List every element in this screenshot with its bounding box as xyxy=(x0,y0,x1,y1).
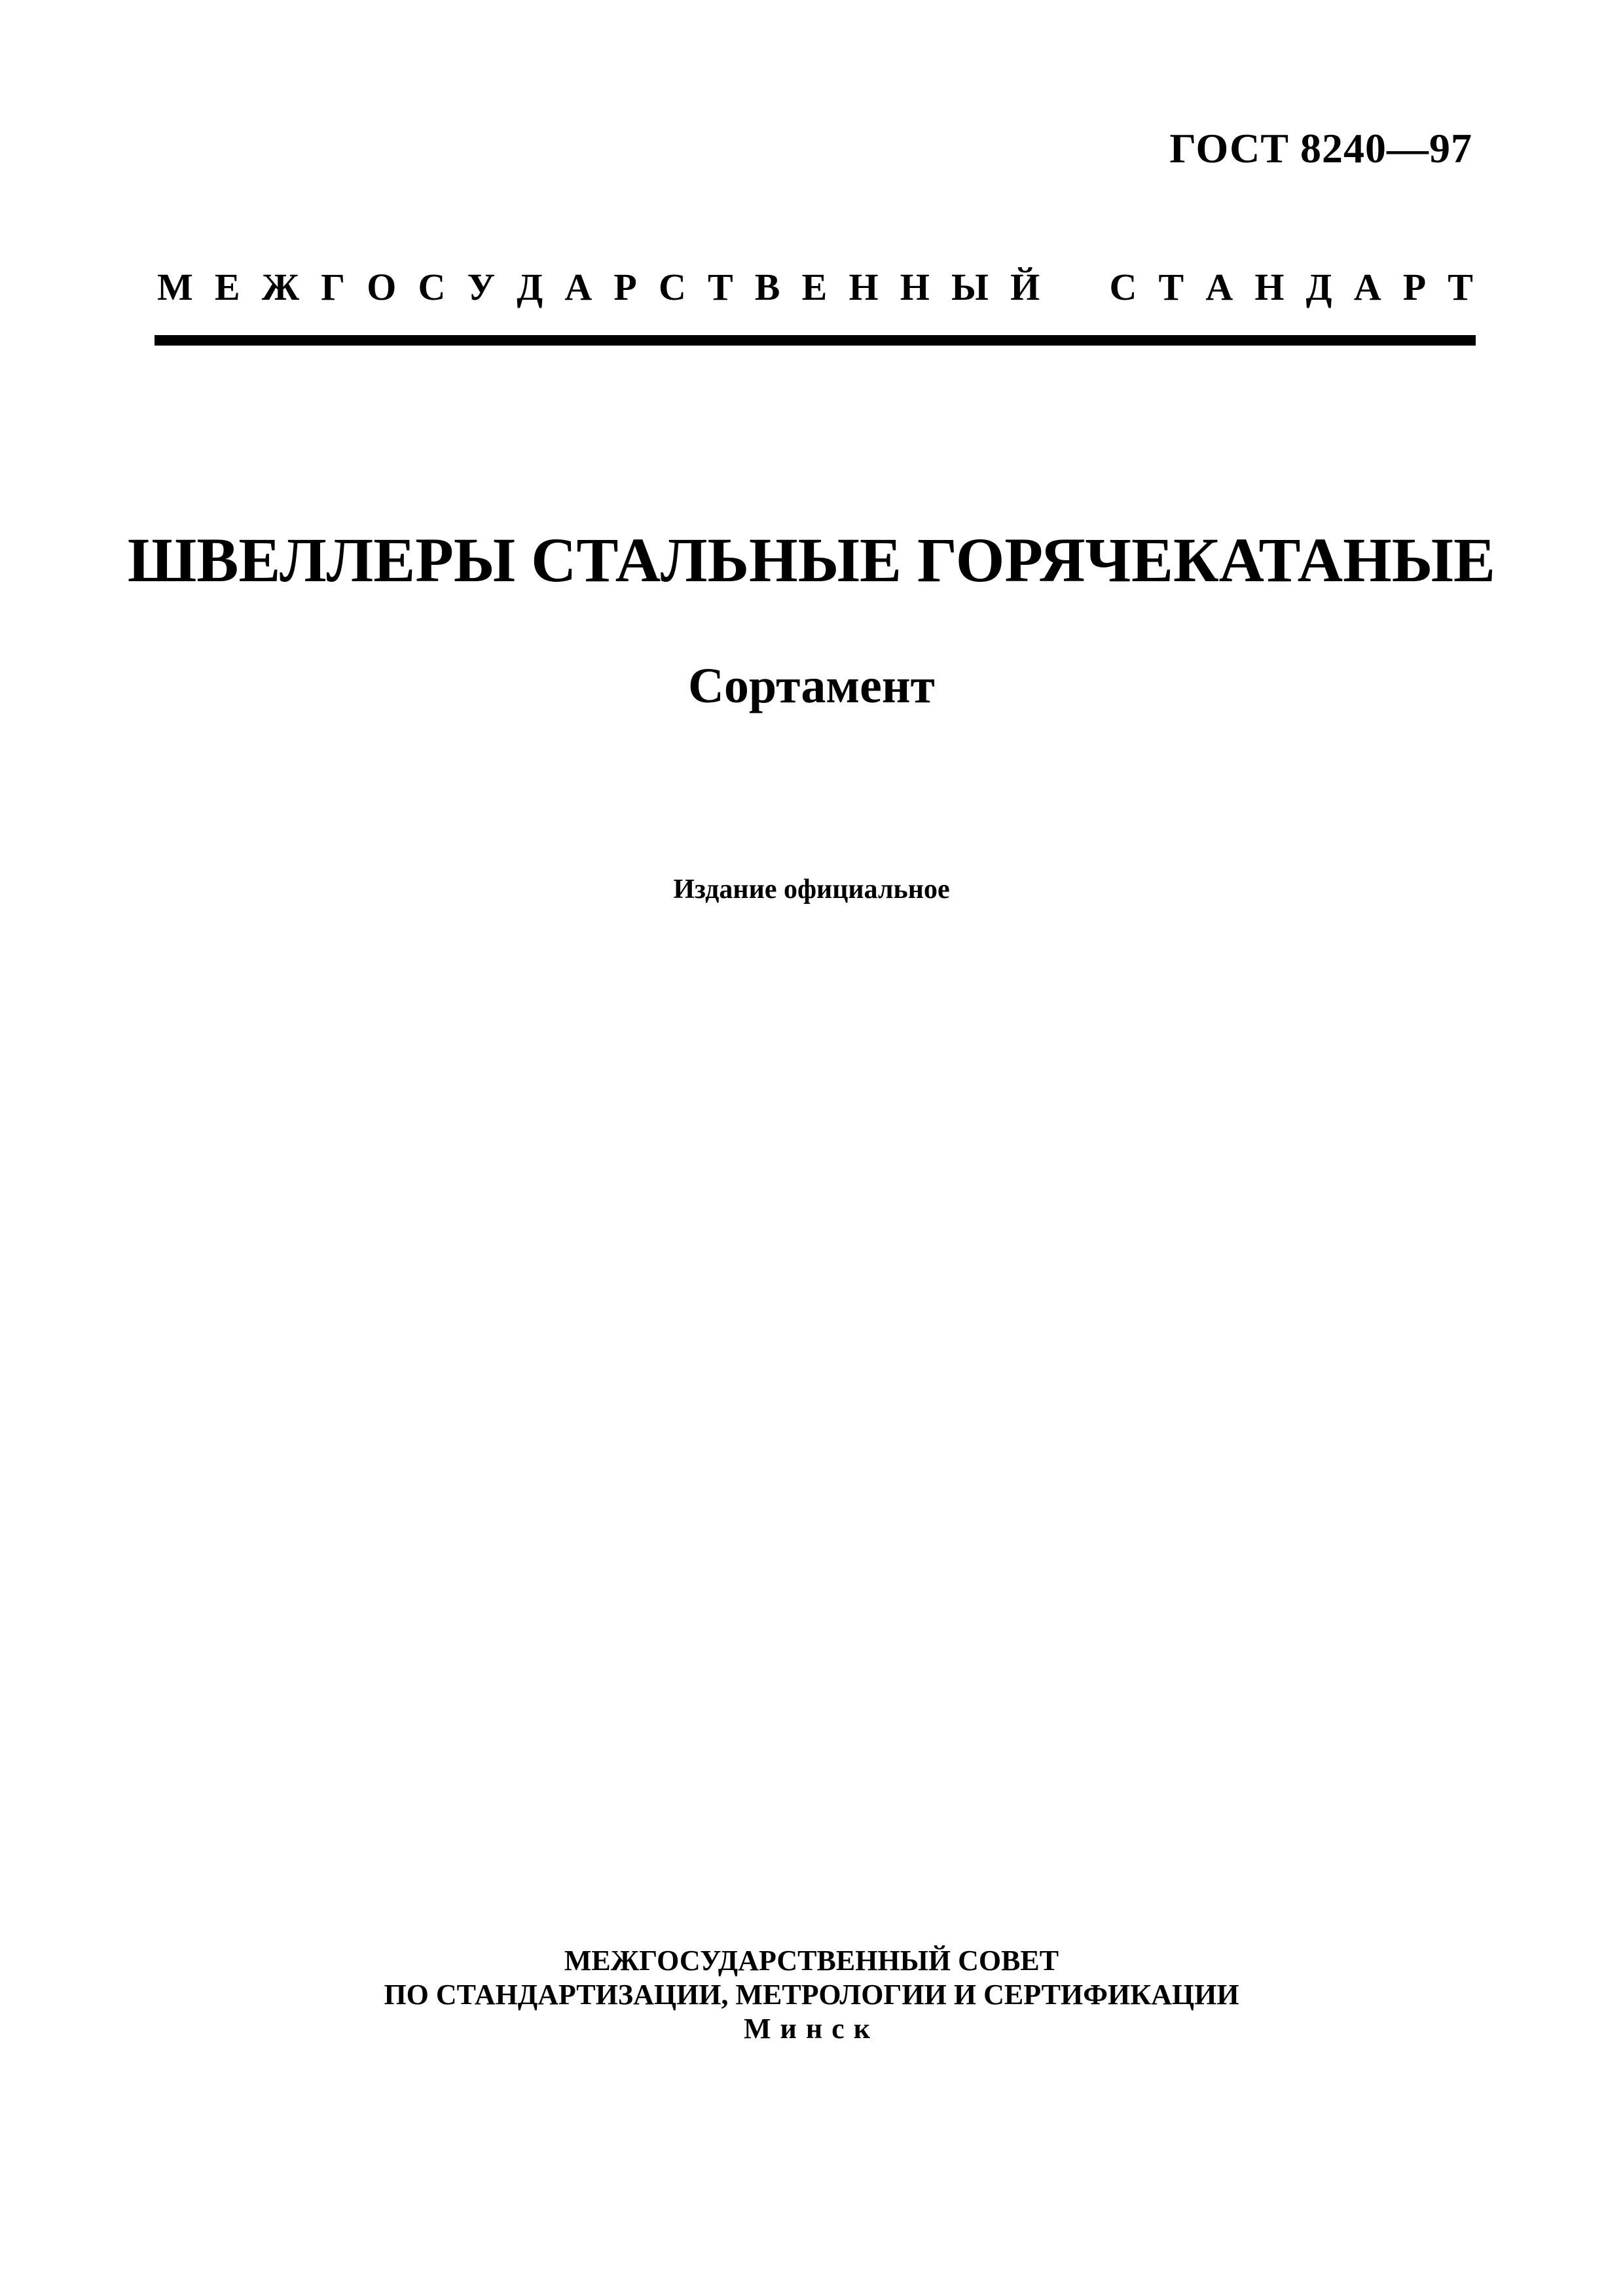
heading-letter-w1-8: Д xyxy=(517,266,543,308)
edition-note: Издание официальное xyxy=(673,874,950,905)
publisher-city: Минск xyxy=(743,2013,880,2045)
heading-letter-w2-7: Р xyxy=(1402,266,1427,308)
heading-letter-w1-6: С xyxy=(418,266,446,308)
heading-word-gap xyxy=(1061,265,1087,309)
heading-letter-w2-3: А xyxy=(1205,266,1233,308)
heading-letter-w1-15: Н xyxy=(848,266,879,308)
heading-letter-w1-4: Г xyxy=(321,266,346,308)
heading-letter-w1-1: М xyxy=(157,266,193,308)
heading-letter-w1-3: Ж xyxy=(261,266,300,308)
heading-letter-w1-13: В xyxy=(754,266,780,308)
document-subtitle: Сортамент xyxy=(687,658,936,713)
heading-letter-w1-18: Й xyxy=(1010,266,1040,308)
heading-letter-w2-6: А xyxy=(1353,266,1381,308)
heading-letter-w1-14: Е xyxy=(801,266,828,308)
standard-kind-heading xyxy=(157,265,1473,309)
heading-letter-w1-9: А xyxy=(564,266,593,308)
heading-letter-w1-12: Т xyxy=(707,266,733,308)
heading-letter-w1-2: Е xyxy=(214,266,240,308)
heading-letter-w1-11: С xyxy=(658,266,686,308)
heading-letter-w1-16: Н xyxy=(900,266,930,308)
header-rule xyxy=(155,335,1476,346)
publisher-block xyxy=(0,1944,1623,2046)
heading-letter-w2-8: Т xyxy=(1448,266,1473,308)
heading-letter-w2-5: Д xyxy=(1305,266,1332,308)
publisher-line-1: МЕЖГОСУДАРСТВЕННЫЙ СОВЕТ xyxy=(564,1945,1059,1977)
document-title: ШВЕЛЛЕРЫ СТАЛЬНЫЕ ГОРЯЧЕКАТАНЫЕ xyxy=(127,525,1496,595)
heading-letter-w1-7: У xyxy=(467,266,496,308)
heading-letter-w1-5: О xyxy=(367,266,397,308)
heading-letter-w1-17: Ы xyxy=(951,266,989,308)
heading-letter-w2-1: С xyxy=(1109,266,1137,308)
publisher-line-2: ПО СТАНДАРТИЗАЦИИ, МЕТРОЛОГИИ И СЕРТИФИКАЦИИ xyxy=(384,1979,1239,2011)
standard-code: ГОСТ 8240—97 xyxy=(1169,125,1472,171)
heading-letter-w2-2: Т xyxy=(1158,266,1184,308)
heading-letter-w1-10: Р xyxy=(613,266,637,308)
heading-letter-w2-4: Н xyxy=(1254,266,1285,308)
